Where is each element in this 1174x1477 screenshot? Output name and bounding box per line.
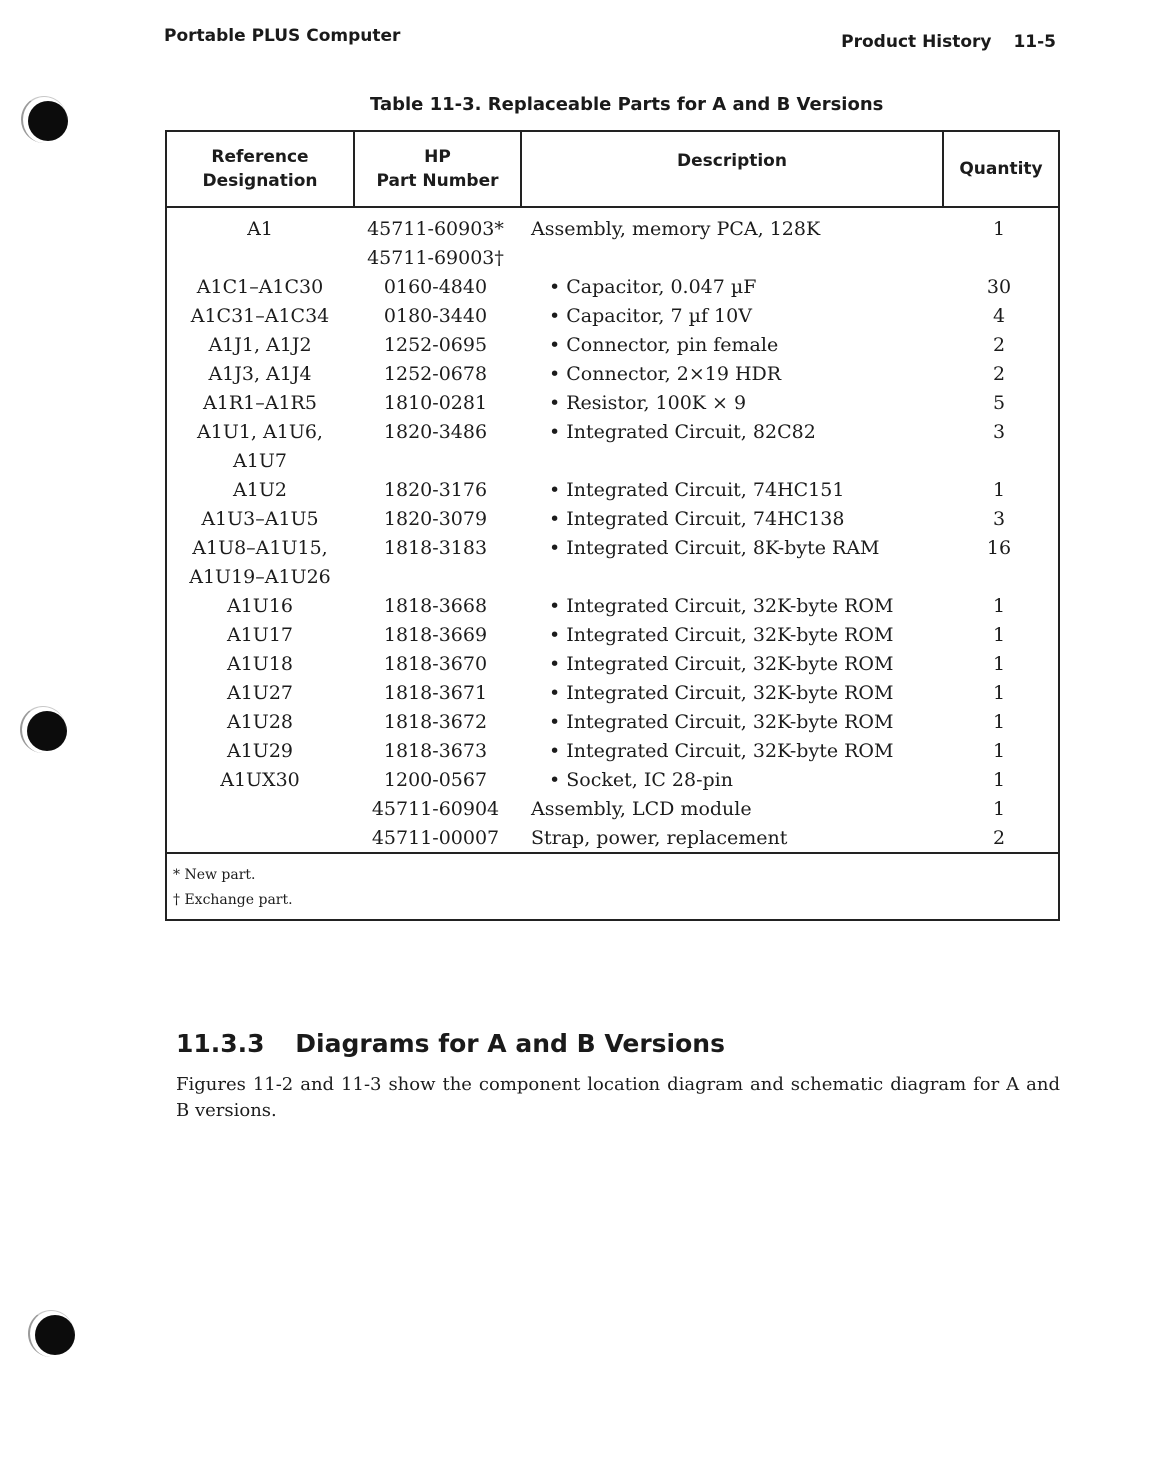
column-header-description: Description — [522, 132, 944, 206]
quantity-cell: 5 — [992, 392, 1006, 414]
quantity-cell — [940, 449, 1058, 473]
table-row — [167, 792, 1058, 821]
description-cell: • Connector, pin female — [549, 334, 779, 356]
quantity-cell: 1 — [992, 479, 1006, 501]
description-cell: Assembly, LCD module — [531, 798, 752, 820]
binder-hole-top — [28, 101, 68, 141]
description-cell: • Integrated Circuit, 32K-byte ROM — [549, 624, 894, 646]
quantity-cell: 1 — [992, 682, 1006, 704]
description-cell: • Integrated Circuit, 74HC151 — [549, 479, 845, 501]
part-number-cell: 1818-3671 — [383, 682, 488, 704]
part-number-cell: 45711-60903* — [367, 218, 504, 240]
table-row — [167, 531, 1058, 560]
table-row — [167, 241, 1058, 270]
section-title: Diagrams for A and B Versions — [295, 1029, 725, 1058]
table-caption: Table 11-3. Replaceable Parts for A and B Versions — [370, 94, 884, 115]
reference-designation-cell: A1U16 — [227, 595, 293, 617]
table-row — [167, 299, 1058, 328]
reference-designation-cell: A1C1–A1C30 — [196, 276, 324, 298]
part-number-cell: 45711-60904 — [371, 798, 500, 820]
table-row — [167, 560, 1058, 589]
description-cell: • Capacitor, 7 µf 10V — [549, 305, 752, 327]
part-number-cell: 1818-3183 — [383, 537, 488, 559]
part-number-cell — [353, 565, 518, 589]
table-body — [167, 208, 1058, 852]
column-header-quantity: Quantity — [959, 159, 1043, 179]
section-number: 11.3.3 — [176, 1029, 265, 1058]
column-header-part-number: HP Part Number — [355, 132, 522, 206]
header-section-title: Product History — [841, 32, 992, 52]
part-number-cell: 0180-3440 — [383, 305, 488, 327]
quantity-cell — [940, 565, 1058, 589]
part-number-cell: 1818-3673 — [383, 740, 488, 762]
page-number: 11-5 — [1013, 32, 1056, 52]
part-number-cell: 1810-0281 — [383, 392, 488, 414]
reference-designation-cell: A1J1, A1J2 — [208, 334, 312, 356]
reference-designation-cell: A1R1–A1R5 — [203, 392, 317, 414]
table-row — [167, 647, 1058, 676]
reference-designation-cell — [167, 826, 353, 850]
description-cell: • Integrated Circuit, 32K-byte ROM — [549, 653, 894, 675]
description-cell — [518, 449, 940, 473]
description-cell: • Integrated Circuit, 32K-byte ROM — [549, 740, 894, 762]
part-number-cell: 45711-69003† — [367, 247, 504, 269]
quantity-cell — [940, 246, 1058, 270]
part-number-cell: 45711-00007 — [371, 827, 500, 849]
running-header-title: Portable PLUS Computer — [164, 26, 401, 46]
section-body-paragraph: Figures 11-2 and 11-3 show the component location diagram and schematic diagram for A and B versions. — [176, 1074, 1060, 1121]
table-footnotes — [167, 852, 1058, 919]
section-heading — [176, 1029, 725, 1058]
table-row — [167, 328, 1058, 357]
quantity-cell: 1 — [992, 740, 1006, 762]
footnote-exchange-part: † Exchange part. — [173, 892, 293, 908]
reference-designation-cell: A1C31–A1C34 — [190, 305, 330, 327]
quantity-cell: 1 — [992, 624, 1006, 646]
reference-designation-cell: A1U3–A1U5 — [201, 508, 319, 530]
reference-designation-cell — [167, 246, 353, 270]
part-number-cell: 1252-0695 — [383, 334, 488, 356]
description-cell: Assembly, memory PCA, 128K — [531, 218, 821, 240]
table-row — [167, 821, 1058, 850]
quantity-cell: 2 — [992, 827, 1006, 849]
table-row — [167, 444, 1058, 473]
reference-designation-cell: A1 — [247, 218, 273, 240]
reference-designation-cell: A1U29 — [227, 740, 293, 762]
footnote-new-part: * New part. — [173, 867, 256, 883]
part-number-cell: 1818-3672 — [383, 711, 488, 733]
binder-hole-middle — [27, 711, 67, 751]
table-row — [167, 473, 1058, 502]
table-row — [167, 386, 1058, 415]
reference-designation-cell: A1U19–A1U26 — [189, 566, 331, 588]
reference-designation-cell: A1U18 — [227, 653, 293, 675]
description-cell: • Connector, 2×19 HDR — [549, 363, 782, 385]
description-cell: • Integrated Circuit, 8K-byte RAM — [549, 537, 880, 559]
description-cell: • Integrated Circuit, 32K-byte ROM — [549, 595, 894, 617]
reference-designation-cell — [167, 797, 353, 821]
description-cell: • Integrated Circuit, 32K-byte ROM — [549, 682, 894, 704]
part-number-cell: 1818-3669 — [383, 624, 488, 646]
running-header-section — [841, 32, 1056, 52]
reference-designation-cell: A1U17 — [227, 624, 293, 646]
quantity-cell: 1 — [992, 218, 1006, 240]
binder-hole-bottom — [35, 1315, 75, 1355]
reference-designation-cell: A1U28 — [227, 711, 293, 733]
quantity-cell: 2 — [992, 334, 1006, 356]
description-cell: • Capacitor, 0.047 µF — [549, 276, 757, 298]
reference-designation-cell: A1J3, A1J4 — [208, 363, 312, 385]
table-row — [167, 763, 1058, 792]
quantity-cell: 3 — [992, 508, 1006, 530]
quantity-cell: 1 — [992, 769, 1006, 791]
reference-designation-cell: A1U1, A1U6, — [197, 421, 323, 443]
description-cell: • Integrated Circuit, 74HC138 — [549, 508, 845, 530]
quantity-cell: 1 — [992, 595, 1006, 617]
reference-designation-cell: A1U8–A1U15, — [192, 537, 328, 559]
table-row — [167, 676, 1058, 705]
description-cell: • Integrated Circuit, 82C82 — [549, 421, 816, 443]
description-cell: • Integrated Circuit, 32K-byte ROM — [549, 711, 894, 733]
quantity-cell: 1 — [992, 711, 1006, 733]
description-cell: • Socket, IC 28-pin — [549, 769, 733, 791]
table-row — [167, 618, 1058, 647]
quantity-cell: 3 — [992, 421, 1006, 443]
table-row — [167, 589, 1058, 618]
table-row — [167, 415, 1058, 444]
part-number-cell: 1200-0567 — [383, 769, 488, 791]
quantity-cell: 16 — [986, 537, 1012, 559]
table-row — [167, 502, 1058, 531]
quantity-cell: 1 — [992, 798, 1006, 820]
part-number-cell: 1820-3486 — [383, 421, 488, 443]
quantity-cell: 4 — [992, 305, 1006, 327]
part-number-cell — [353, 449, 518, 473]
table-row — [167, 705, 1058, 734]
part-number-cell: 1818-3668 — [383, 595, 488, 617]
parts-table — [165, 130, 1060, 921]
reference-designation-cell: A1U2 — [233, 479, 287, 501]
reference-designation-cell: A1U7 — [233, 450, 287, 472]
description-cell: Strap, power, replacement — [531, 827, 788, 849]
table-row — [167, 270, 1058, 299]
table-row — [167, 212, 1058, 241]
part-number-cell: 1820-3176 — [383, 479, 488, 501]
reference-designation-cell: A1U27 — [227, 682, 293, 704]
quantity-cell: 1 — [992, 653, 1006, 675]
part-number-cell: 1252-0678 — [383, 363, 488, 385]
part-number-cell: 1818-3670 — [383, 653, 488, 675]
part-number-cell: 1820-3079 — [383, 508, 488, 530]
description-cell: • Resistor, 100K × 9 — [549, 392, 747, 414]
reference-designation-cell: A1UX30 — [220, 769, 300, 791]
quantity-cell: 30 — [986, 276, 1012, 298]
table-row — [167, 734, 1058, 763]
quantity-cell: 2 — [992, 363, 1006, 385]
table-header-row — [167, 132, 1058, 208]
column-header-reference: Reference Designation — [167, 132, 355, 206]
description-cell — [518, 565, 940, 589]
table-row — [167, 357, 1058, 386]
description-cell — [518, 246, 940, 270]
part-number-cell: 0160-4840 — [383, 276, 488, 298]
